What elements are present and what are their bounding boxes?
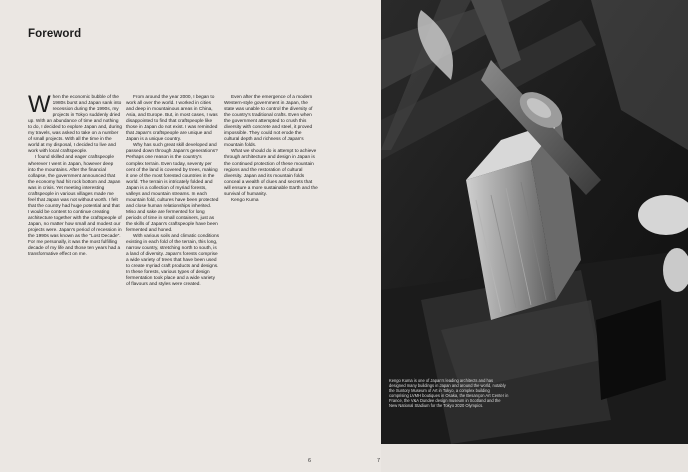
author-signature: Kengo Kuma: [231, 197, 259, 203]
text-column-3: [224, 95, 318, 204]
paragraph: From around the year 2000, I began to work all over the world. I worked in cities and deep in mountainous areas in China, Asia, and Europe. But, in most cases, I was disappointed to find that craftspeople like those in Japan do not exist. I was reminded that Japan's craftspeople are unique and Japan is a unique country.: [126, 95, 218, 143]
paragraph: When the economic bubble of the 1980s burst and Japan sank into recession during the 1990s, my projects in Tokyo suddenly dried up. With an abundance of time and nothing to do, I decided to explore Japan and, during my travels, was asked to take on a number of small projects. With all the time in the world at my disposal, I decided to live and work with local craftspeople.: [28, 91, 123, 155]
paragraph: What we should do is attempt to achieve through architecture and design in Japan is the continued protection of these mountain regions and the restoration of cultural diversity. Japan and its mountain folds conceal a wealth of clues and secrets that will ensure a more sustainable Earth and the survival of humanity.: [224, 149, 318, 197]
paragraph: Even after the emergence of a modern Western-style government in Japan, the state was unable to control the diversity of the country's traditional crafts. Even when the government attempted to crush this diversity with concrete and steel, it proved impossible. They could not erode the cultural depth and richness of Japan's mountain folds.: [224, 95, 313, 149]
paragraph: With various soils and climatic conditions existing in each fold of the terrain, this long, narrow country, stretching north to south, is a land of diversity. Japan's forests comprise a wide variety of trees that have been used to create myriad craft products and designs. In these forests, various types of design fermentation took place and a wide variety of flavours and styles were created.: [126, 234, 220, 288]
text-column-2: [126, 95, 220, 289]
paragraph: Why has such great skill developed and passed down through Japan's generations? Perhaps one reason is the country's complex terrain. Even today, seventy per cent of the land is covered by trees, making it one of the most forested countries in the world. The terrain is intricately folded and Japan is a collection of myriad forests, valleys and mountain streams. In each mountain fold, cultures have been protected and close human relationships inherited. Miso and sake are fermented for long periods of time in small containers, just as the skills of Japan's craftspeople have been fermented and honed.: [126, 143, 219, 234]
page-title: Foreword: [28, 28, 82, 40]
page-number-left: 6: [308, 458, 312, 464]
drop-cap: W: [28, 91, 51, 118]
text-column-1: [28, 91, 123, 258]
paragraph: I found skilled and eager craftspeople wherever I went in Japan, however deep into the mountains. After the financial collapse, the government announced that the economy had hit rock bottom and Japan was in crisis. Yet meeting interesting craftspeople in various villages made me feel that Japan was not without worth. I felt that the country had huge potential and that I would be content to continue creating architecture together with the craftspeople of Japan, no matter how small and modest our projects were. Japan's period of recession in the 1990s was known as the "Lost Decade". For me personally, it was the most fulfilling decade of my life and those ten years had a transformative effect on me.: [28, 155, 122, 258]
photo-caption: Kengo Kuma is one of Japan's leading architects and has designed many buildings in Japan and around the world, notably the Suntory Museum of Art in Tokyo, a complex building comprising LVMH boutiques in Osaka, the Besançon Art Center in France, the V&A Dundee design museum in Scotland and the New National Stadium for the Tokyo 2020 Olympics.: [389, 378, 509, 409]
page-number-right: 7: [377, 458, 381, 464]
